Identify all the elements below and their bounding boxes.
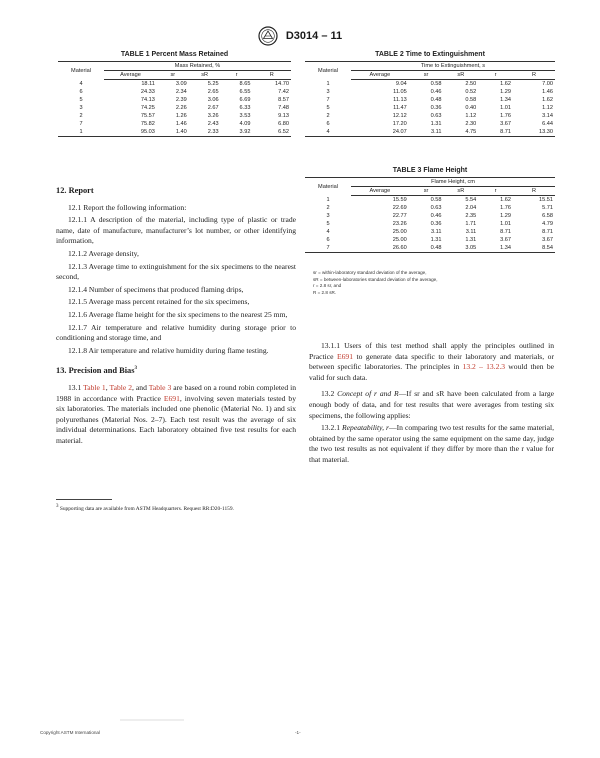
value-cell: 1.01 xyxy=(500,221,511,227)
value-cell: 8.57 xyxy=(278,97,289,103)
value-cell: 3.92 xyxy=(221,128,253,137)
value-cell: 14.70 xyxy=(275,81,289,87)
value-cell: 0.46 xyxy=(430,213,442,219)
material-cell: 5 xyxy=(326,221,330,227)
material-header: Material xyxy=(58,62,104,80)
section-13-heading-text: 13. Precision and Bias xyxy=(56,366,135,376)
value-cell: 1.40 xyxy=(157,128,189,137)
table-row xyxy=(305,80,555,89)
value-cell: 2.33 xyxy=(189,128,221,137)
table-row xyxy=(305,104,555,112)
material-cell: 4 xyxy=(326,229,330,235)
value-cell: 1.31 xyxy=(430,237,442,243)
table-1 xyxy=(58,51,291,137)
table-row xyxy=(305,220,555,228)
text: 13.2 xyxy=(321,389,338,399)
paragraph-12-1-6: 12.1.6 Average flame height for the six specimens to the nearest 25 mm, xyxy=(68,309,288,319)
table-row xyxy=(305,244,555,253)
table-body xyxy=(58,80,291,137)
material-header: Material xyxy=(305,62,351,80)
value-cell: 8.71 xyxy=(500,229,511,235)
col-header: r xyxy=(478,71,513,80)
value-cell: 24.33 xyxy=(140,89,155,95)
value-cell: 1.01 xyxy=(500,105,511,111)
value-cell: 2.67 xyxy=(207,105,219,111)
text: 13.2.1 xyxy=(321,423,343,433)
material-cell: 1 xyxy=(326,196,330,203)
text: , involving seven materials tested by six laboratories. The materials included one phenolic (Material No. 1) and six polyurethanes (Material Nos. 2–7). Each test result was the average of six individual determinations. Each laboratory obtained five test results for each material. xyxy=(56,393,296,445)
value-cell: 1.34 xyxy=(478,244,513,253)
material-cell: 2 xyxy=(326,205,330,211)
material-cell: 2 xyxy=(326,113,330,119)
table-2 xyxy=(305,51,555,137)
table-3 xyxy=(305,167,555,253)
value-cell: 3.53 xyxy=(239,113,251,119)
value-cell: 2.65 xyxy=(207,89,219,95)
material-cell: 5 xyxy=(79,97,83,103)
col-header: sR xyxy=(189,71,221,80)
material-cell: 1 xyxy=(326,80,330,87)
value-cell: 1.46 xyxy=(175,121,187,127)
value-cell: 2.26 xyxy=(175,105,187,111)
material-cell: 2 xyxy=(79,113,83,119)
value-cell: 2.30 xyxy=(465,121,477,127)
material-cell: 6 xyxy=(79,89,83,95)
table-note: r = 2.8 sr, and xyxy=(313,283,342,289)
paragraph-12-1-2: 12.1.2 Average density, xyxy=(68,248,139,258)
value-cell: 6.55 xyxy=(239,89,251,95)
material-cell: 3 xyxy=(326,213,330,219)
value-cell: 3.67 xyxy=(500,121,511,127)
paragraph-12-1-3: 12.1.3 Average time to extinguishment for the six specimens to the nearest second, xyxy=(56,261,296,282)
footnote xyxy=(56,506,296,513)
value-cell: 6.80 xyxy=(278,121,289,127)
table-caption: TABLE 1 Percent Mass Retained xyxy=(120,51,229,58)
value-cell: 8.54 xyxy=(513,244,555,253)
paragraph-title: Concept of r and R xyxy=(337,389,399,399)
value-cell: 3.11 xyxy=(465,229,477,235)
material-cell: 1 xyxy=(58,128,104,137)
value-cell: 6.58 xyxy=(542,213,553,219)
value-cell: 0.58 xyxy=(430,197,442,203)
material-cell: 7 xyxy=(326,97,330,103)
table-row xyxy=(305,96,555,104)
paragraph-12-1-4: 12.1.4 Number of specimens that produced flaming drips, xyxy=(68,284,244,294)
table-caption: TABLE 3 Flame Height xyxy=(392,167,468,174)
value-cell: 24.07 xyxy=(351,128,409,137)
value-cell: 3.67 xyxy=(500,237,511,243)
value-cell: 23.26 xyxy=(392,221,407,227)
value-cell: 17.20 xyxy=(392,121,407,127)
table-row xyxy=(305,112,555,120)
group-header: Flame Height, cm xyxy=(351,178,555,187)
value-cell: 1.34 xyxy=(500,97,511,103)
table-row xyxy=(58,120,291,128)
paragraph-12-1-5: 12.1.5 Average mass percent retained for the six specimens, xyxy=(68,297,250,307)
value-cell: 1.31 xyxy=(430,121,442,127)
value-cell: 8.65 xyxy=(239,81,251,87)
value-cell: 0.36 xyxy=(430,105,442,111)
value-cell: 5.54 xyxy=(465,197,477,203)
value-cell: 0.40 xyxy=(465,105,477,111)
group-header: Mass Retained, % xyxy=(104,62,291,71)
col-header: r xyxy=(221,71,253,80)
value-cell: 1.26 xyxy=(175,113,187,119)
table-3-link[interactable]: Table 3 xyxy=(148,382,172,392)
col-header: R xyxy=(513,187,555,196)
page-header xyxy=(0,26,600,46)
value-cell: 0.63 xyxy=(430,113,442,119)
table-note: R = 2.8 sR. xyxy=(313,289,337,295)
value-cell: 22.69 xyxy=(392,205,407,211)
table-row xyxy=(305,228,555,236)
value-cell: 8.71 xyxy=(478,128,513,137)
material-cell: 7 xyxy=(79,121,83,127)
value-cell: 3.67 xyxy=(542,237,553,243)
table-row xyxy=(58,128,291,137)
e691-link[interactable]: E691 xyxy=(163,393,180,403)
section-12-heading: 12. Report xyxy=(56,186,94,195)
table-notes xyxy=(313,270,553,296)
col-header: Average xyxy=(351,187,409,196)
value-cell: 1.62 xyxy=(500,81,511,87)
value-cell: 4.75 xyxy=(443,128,478,137)
table-row xyxy=(58,88,291,96)
table-note: sr = within-laboratory standard deviation of the average, xyxy=(313,270,427,275)
col-header: sr xyxy=(409,187,444,196)
table-body xyxy=(305,196,555,253)
paragraph-12-1: 12.1 Report the following information: xyxy=(68,202,187,212)
table-row xyxy=(305,120,555,128)
value-cell: 8.71 xyxy=(542,229,553,235)
value-cell: 18.11 xyxy=(141,81,155,87)
e691-link[interactable]: E691 xyxy=(336,351,353,361)
table-row xyxy=(58,80,291,89)
right-column xyxy=(309,341,554,468)
paragraph-13-1-1 xyxy=(309,341,554,383)
value-cell: 0.36 xyxy=(430,221,442,227)
paragraph-12-1-1: 12.1.1 A description of the material, including type of plastic or trade name, date of manufacture, manufacturer’s lot number, or other identifying information, xyxy=(56,215,296,246)
value-cell: 2.43 xyxy=(207,121,219,127)
value-cell: 6.33 xyxy=(239,105,251,111)
value-cell: 26.60 xyxy=(351,244,409,253)
paragraph-13-1 xyxy=(56,383,296,447)
table-2-link[interactable]: Table 2 xyxy=(109,382,133,392)
table-row xyxy=(58,104,291,112)
material-cell: 4 xyxy=(305,128,351,137)
value-cell: 15.59 xyxy=(392,197,407,203)
value-cell: 3.09 xyxy=(175,81,187,87)
table-note: sR = between-laboratories standard deviation of the average, xyxy=(313,276,438,282)
value-cell: 74.25 xyxy=(140,105,155,111)
value-cell: 5.25 xyxy=(207,81,219,87)
value-cell: 4.09 xyxy=(239,121,251,127)
value-cell: 0.63 xyxy=(430,205,442,211)
value-cell: 3.11 xyxy=(430,229,442,235)
table-row xyxy=(305,204,555,212)
text: are based on a round robin completed in 1988 in accordance with Practice xyxy=(56,382,297,403)
value-cell: 1.29 xyxy=(500,213,511,219)
value-cell: 3.14 xyxy=(542,113,553,119)
col-header: sR xyxy=(443,187,478,196)
astm-logo-icon xyxy=(258,26,278,46)
value-cell: 7.48 xyxy=(278,105,289,111)
value-cell: 25.00 xyxy=(392,237,407,243)
value-cell: 22.77 xyxy=(392,213,407,219)
table-caption: TABLE 2 Time to Extinguishment xyxy=(375,51,485,58)
value-cell: 1.46 xyxy=(542,89,553,95)
col-header: sr xyxy=(409,71,444,80)
value-cell: 9.04 xyxy=(395,81,407,87)
value-cell: 0.48 xyxy=(409,244,444,253)
col-header: sR xyxy=(443,71,478,80)
value-cell: 1.12 xyxy=(542,105,553,111)
value-cell: 3.05 xyxy=(443,244,478,253)
paragraph-title: Repeatability, r xyxy=(342,423,389,433)
material-cell: 6 xyxy=(326,121,330,127)
value-cell: 9.13 xyxy=(278,113,289,119)
value-cell: 75.57 xyxy=(140,113,155,119)
text: 13.1.1 Users of this test method shall apply the principles outlined in Practice xyxy=(309,341,554,361)
value-cell: 1.76 xyxy=(500,205,511,211)
value-cell: 15.51 xyxy=(539,197,553,203)
page-number: -1- xyxy=(295,730,301,735)
material-cell: 6 xyxy=(326,237,330,243)
value-cell: 11.13 xyxy=(393,97,407,103)
paragraph-12-1-7: 12.1.7 Air temperature and relative humidity during storage prior to conditioning and storage time, and xyxy=(56,322,296,343)
footnote-divider xyxy=(56,499,112,500)
value-cell: 1.76 xyxy=(500,113,511,119)
value-cell: 1.12 xyxy=(465,113,477,119)
value-cell: 6.52 xyxy=(252,128,291,137)
table-body xyxy=(305,80,555,137)
value-cell: 11.47 xyxy=(393,105,407,111)
value-cell: 75.82 xyxy=(140,121,155,127)
text: —In comparing two test results for the same material, obtained by the same operator using the same equipment on the same day, judge the two test results as not equivalent if they differ by more than the r value for that material. xyxy=(309,423,554,464)
value-cell: 25.00 xyxy=(392,229,407,235)
table-row xyxy=(305,196,555,205)
value-cell: 5.71 xyxy=(542,205,553,211)
value-cell: 0.58 xyxy=(465,97,477,103)
value-cell: 3.26 xyxy=(207,113,219,119)
value-cell: 1.62 xyxy=(542,97,553,103)
value-cell: 2.50 xyxy=(465,81,477,87)
table-row xyxy=(305,236,555,244)
text: would then be valid for such data. xyxy=(309,362,554,382)
group-header: Time to Extinguishment, s xyxy=(351,62,555,71)
value-cell: 13.30 xyxy=(513,128,555,137)
value-cell: 1.29 xyxy=(500,89,511,95)
material-cell: 3 xyxy=(326,89,330,95)
value-cell: 74.13 xyxy=(140,97,155,103)
table-1-link[interactable]: Table 1 xyxy=(83,382,106,392)
value-cell: 0.48 xyxy=(430,97,442,103)
paragraph-13-2-1 xyxy=(309,423,554,465)
col-header: R xyxy=(252,71,291,80)
value-cell: 3.06 xyxy=(207,97,219,103)
value-cell: 3.11 xyxy=(409,128,444,137)
text: to generate data specific to their laboratory and materials, or between specific laboratories. The principles in xyxy=(309,351,554,372)
copyright-notice: Copyright ASTM International xyxy=(40,730,101,735)
value-cell: 2.34 xyxy=(175,89,187,95)
material-cell: 7 xyxy=(305,244,351,253)
value-cell: 0.46 xyxy=(430,89,442,95)
value-cell: 7.00 xyxy=(542,81,553,87)
col-header: sr xyxy=(157,71,189,80)
value-cell: 6.69 xyxy=(239,97,251,103)
designation: D3014 – 11 xyxy=(285,30,343,42)
material-cell: 3 xyxy=(79,105,83,111)
table-row xyxy=(305,88,555,96)
value-cell: 0.52 xyxy=(465,89,477,95)
material-header: Material xyxy=(305,178,351,196)
value-cell: 0.58 xyxy=(430,81,442,87)
section-13-heading xyxy=(56,366,296,377)
text: 13.1 xyxy=(68,382,84,392)
table-row xyxy=(305,128,555,137)
value-cell: 11.05 xyxy=(393,89,407,95)
value-cell: 1.71 xyxy=(465,221,477,227)
value-cell: 2.35 xyxy=(465,213,477,219)
value-cell: 95.03 xyxy=(104,128,157,137)
value-cell: 2.04 xyxy=(465,205,477,211)
paragraph-12-1-8: 12.1.8 Air temperature and relative humidity during flame testing. xyxy=(68,345,269,355)
col-header: Average xyxy=(104,71,157,80)
table-row xyxy=(58,112,291,120)
table-row xyxy=(58,96,291,104)
col-header: r xyxy=(478,187,513,196)
value-cell: 1.31 xyxy=(465,237,477,243)
value-cell: 7.42 xyxy=(278,89,289,95)
material-cell: 5 xyxy=(326,105,330,111)
table-row xyxy=(305,212,555,220)
text: —If sr and sR have been calculated from a large enough body of data, and for test results that were averages from testing six specimens, the following applies: xyxy=(309,389,555,420)
value-cell: 4.79 xyxy=(542,221,553,227)
col-header: Average xyxy=(351,71,409,80)
value-cell: 6.44 xyxy=(542,121,553,127)
footnote-ref[interactable]: 3 xyxy=(134,366,137,372)
material-cell: 4 xyxy=(79,80,83,87)
left-column xyxy=(56,186,296,448)
col-header: R xyxy=(513,71,555,80)
value-cell: 2.39 xyxy=(175,97,187,103)
faint-mark xyxy=(120,719,184,721)
footnote-text: Supporting data are available from ASTM Headquarters. Request RR:D20-1159. xyxy=(58,506,234,512)
text: , xyxy=(105,382,110,392)
text: , and xyxy=(132,382,149,392)
section-13-2-link[interactable]: 13.2 – 13.2.3 xyxy=(462,362,506,372)
value-cell: 1.62 xyxy=(500,197,511,203)
value-cell: 12.12 xyxy=(392,113,407,119)
footnote-marker: 3 xyxy=(56,504,59,510)
paragraph-13-2 xyxy=(309,389,554,421)
